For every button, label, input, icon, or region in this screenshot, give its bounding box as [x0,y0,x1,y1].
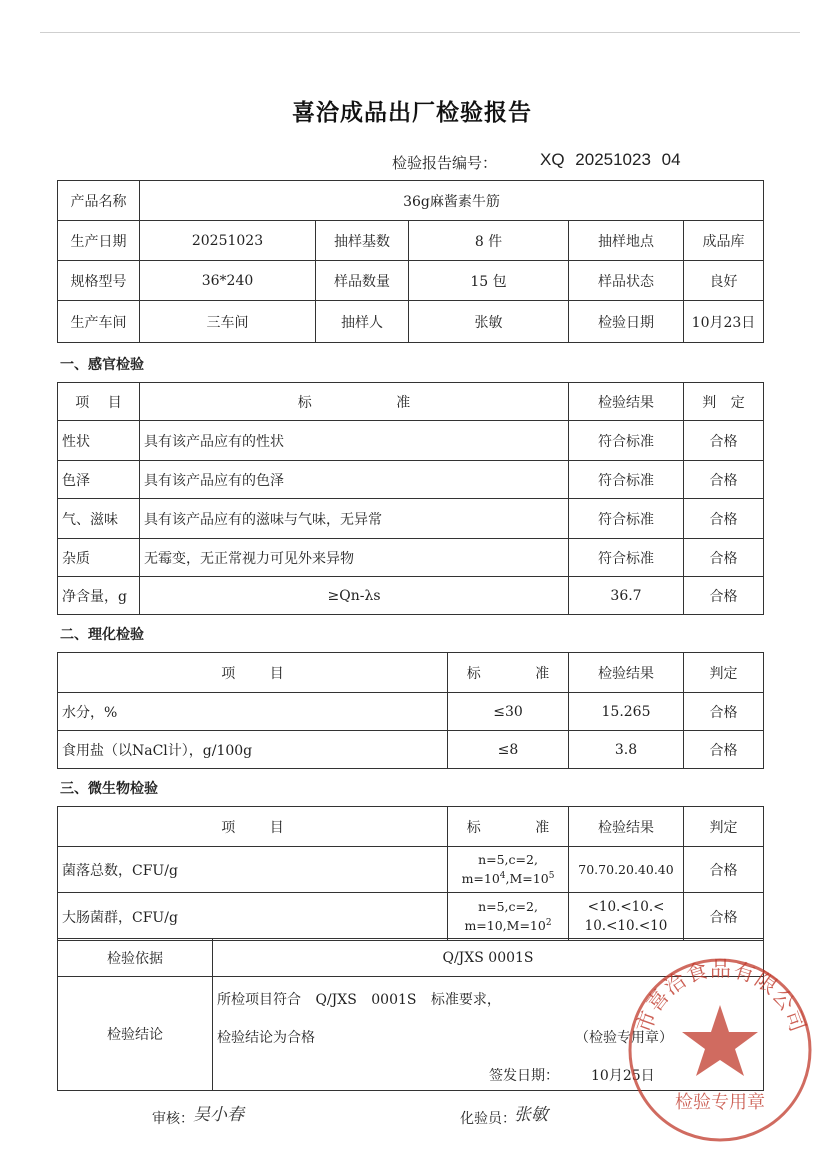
physchem-row-standard: ≤30 [448,693,569,731]
tester-label: 化验员： [460,1111,516,1127]
sign-date-value: 10月25日 [591,1068,655,1084]
micro-std-M-exp: 2 [545,918,552,929]
inspection-seal [620,950,820,1150]
spec-label: 规格型号 [58,261,140,301]
conclusion-line2: 检验结论为合格 [217,1030,315,1046]
physchem-row-judge: 合格 [684,731,764,769]
sensory-row-result: 36.7 [569,577,684,615]
micro-row-standard [448,847,569,893]
sensory-row-result: 符合标准 [569,499,684,539]
physchem-row-result: 3.8 [569,731,684,769]
sensory-row-standard: 具有该产品应有的性状 [140,421,569,461]
physchem-header-result: 检验结果 [569,653,684,693]
sample-qty-value: 15 包 [409,261,569,301]
physchem-row-standard: ≤8 [448,731,569,769]
reviewer-signature: 吴小春 [193,1105,244,1125]
seal-bottom-text: 检验专用章 [675,1092,765,1113]
physchem-heading: 二、理化检验 [60,627,144,643]
micro-std-M: ,M=10 [505,871,549,887]
physchem-row-judge: 合格 [684,693,764,731]
micro-row-item: 菌落总数，CFU/g [58,847,448,893]
micro-std-M-exp: 5 [548,871,555,882]
sensory-table [57,382,764,615]
physchem-row-result: 15.265 [569,693,684,731]
sensory-row-standard: ≥Qn-λs [140,577,569,615]
micro-header-result: 检验结果 [569,807,684,847]
sensory-header-result: 检验结果 [569,383,684,421]
sign-date-label: 签发日期： [489,1068,559,1084]
micro-heading: 三、微生物检验 [60,781,158,797]
sensory-heading: 一、感官检验 [60,357,144,373]
micro-row-result [569,893,684,941]
micro-header-judge: 判定 [684,807,764,847]
physchem-row-item: 食用盐（以NaCl计），g/100g [58,731,448,769]
sensory-row-item: 杂质 [58,539,140,577]
sensory-row-result: 符合标准 [569,461,684,499]
sample-site-value: 成品库 [684,221,764,261]
basis-value: Q/JXS 0001S [213,939,764,977]
sensory-row-judge: 合格 [684,539,764,577]
micro-std-m: m=10,M=10 [464,918,546,934]
sensory-row-item: 性状 [58,421,140,461]
spec-value: 36*240 [140,261,316,301]
micro-row-item: 大肠菌群，CFU/g [58,893,448,941]
micro-result-line2: 10.<10.<10 [584,917,668,934]
basis-label: 检验依据 [58,939,213,977]
micro-row-standard [448,893,569,941]
report-number-label: 检验报告编号： [392,154,498,172]
scan-edge-line [40,32,800,33]
sensory-row-judge: 合格 [684,421,764,461]
sensory-header-item: 项 目 [58,383,140,421]
workshop-value: 三车间 [140,301,316,343]
sensory-header-standard: 标 准 [140,383,569,421]
physchem-header-standard: 标 准 [448,653,569,693]
physchem-header-judge: 判定 [684,653,764,693]
micro-std-m-exp: 4 [499,871,506,882]
tester-signature: 张敏 [514,1105,548,1125]
test-date-label: 检验日期 [569,301,684,343]
conclusion-label: 检验结论 [58,977,213,1091]
micro-row-result [569,847,684,893]
micro-table [57,806,764,941]
product-name-value: 36g麻酱素牛筋 [140,181,764,221]
workshop-label: 生产车间 [58,301,140,343]
prod-date-label: 生产日期 [58,221,140,261]
sample-state-label: 样品状态 [569,261,684,301]
seal-note: （检验专用章） [575,1030,673,1046]
physchem-header-item: 项 目 [58,653,448,693]
info-table [57,180,764,343]
micro-header-standard: 标 准 [448,807,569,847]
report-number-value: XQ 20251023 04 [540,150,681,169]
reviewer-label: 审核： [152,1111,194,1127]
sampler-label: 抽样人 [316,301,409,343]
micro-std-line2 [452,915,564,934]
sample-qty-label: 样品数量 [316,261,409,301]
sensory-row-item: 气、滋味 [58,499,140,539]
product-name-label: 产品名称 [58,181,140,221]
conclusion-line1: 所检项目符合 Q/JXS 0001S 标准要求， [217,992,501,1008]
sensory-row-judge: 合格 [684,577,764,615]
physchem-table [57,652,764,769]
sensory-row-item: 色泽 [58,461,140,499]
sample-base-label: 抽样基数 [316,221,409,261]
sensory-row-judge: 合格 [684,499,764,539]
micro-header-item: 项 目 [58,807,448,847]
sample-base-value: 8 件 [409,221,569,261]
micro-std-line1: n=5,c=2, [478,899,538,915]
micro-std-m: m=10 [461,871,500,887]
sensory-row-item: 净含量，g [58,577,140,615]
micro-result-line1: <10.<10.< [587,898,665,915]
prod-date-value: 20251023 [140,221,316,261]
sensory-row-result: 符合标准 [569,539,684,577]
micro-std-line2 [452,868,564,887]
sensory-row-standard: 具有该产品应有的色泽 [140,461,569,499]
sensory-row-judge: 合格 [684,461,764,499]
sensory-row-standard: 具有该产品应有的滋味与气味，无异常 [140,499,569,539]
sensory-row-result: 符合标准 [569,421,684,461]
test-date-value: 10月23日 [684,301,764,343]
sensory-header-judge: 判 定 [684,383,764,421]
micro-row-judge: 合格 [684,847,764,893]
physchem-row-item: 水分，% [58,693,448,731]
report-title: 喜洽成品出厂检验报告 [292,100,532,126]
micro-result-line1: 70.70.20.40.40 [578,862,674,877]
sample-state-value: 良好 [684,261,764,301]
seal-company-text: 市喜洽食品有限公司 [631,957,811,1036]
sensory-row-standard: 无霉变，无正常视力可见外来异物 [140,539,569,577]
sampler-value: 张敏 [409,301,569,343]
micro-std-line1: n=5,c=2, [478,852,538,868]
micro-row-judge: 合格 [684,893,764,941]
sample-site-label: 抽样地点 [569,221,684,261]
